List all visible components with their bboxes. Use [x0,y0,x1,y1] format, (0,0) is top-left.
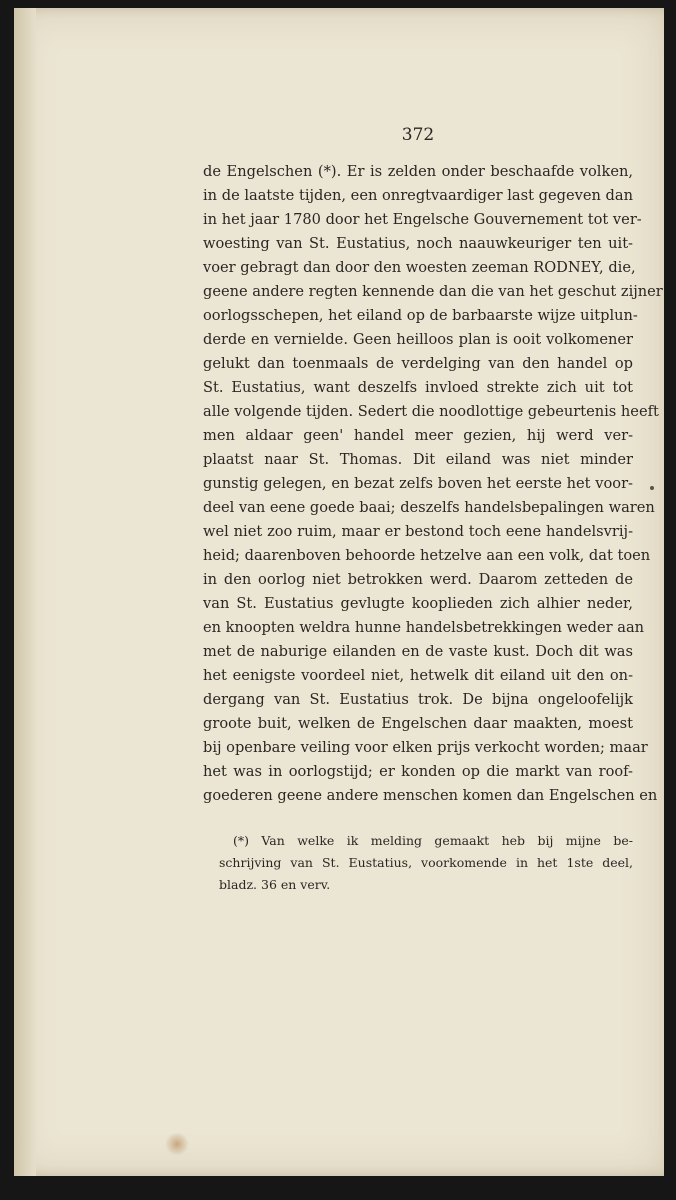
body-line: in de laatste tijden, een onregtvaardiger last gegeven dan [203,187,633,204]
body-line: heid; daarenboven behoorde hetzelve aan een volk, dat toen [203,547,651,564]
body-line: woesting van St. Eustatius, noch naauwkeuriger ten uit- [203,235,633,252]
body-line: het eenigste voordeel niet, hetwelk dit eiland uit den on- [203,667,633,684]
body-line: groote buit, welken de Engelschen daar maakten, moest [203,715,633,732]
body-line: met de naburige eilanden en de vaste kust. Doch dit was [203,643,633,660]
body-line: bij openbare veiling voor elken prijs verkocht worden; maar [203,739,648,756]
body-line: alle volgende tijden. Sedert die noodlottige gebeurtenis heeft [203,403,659,420]
body-line: gelukt dan toenmaals de verdelging van den handel op [203,355,633,372]
body-line: dergang van St. Eustatius trok. De bijna ongeloofelijk [203,691,633,708]
body-line: geene andere regten kennende dan die van het geschut zijner [203,283,663,300]
body-line: men aldaar geen' handel meer gezien, hij werd ver- [203,427,633,444]
body-line: in den oorlog niet betrokken werd. Daarom zetteden de [203,571,633,588]
body-line: deel van eene goede baai; deszelfs handelsbepalingen waren [203,499,655,516]
body-line: het was in oorlogstijd; er konden op die markt van roof- [203,763,633,780]
body-line: van St. Eustatius gevlugte kooplieden zich alhier neder, [203,595,633,612]
body-line: in het jaar 1780 door het Engelsche Gouvernement tot ver- [203,211,642,228]
body-line: plaatst naar St. Thomas. Dit eiland was niet minder [203,451,633,468]
body-line: de Engelschen (*). Er is zelden onder beschaafde volken, [203,163,633,180]
page-gutter [14,8,36,1176]
body-line: St. Eustatius, want deszelfs invloed strekte zich uit tot [203,379,633,396]
body-line: en knoopten weldra hunne handelsbetrekkingen weder aan [203,619,645,636]
footnote-line: (*) Van welke ik melding gemaakt heb bij mijne be- [233,833,633,848]
foxing-stain [164,1133,190,1155]
body-line: wel niet zoo ruim, maar er bestond toch eene handelsvrij- [203,523,633,540]
body-line: oorlogsschepen, het eiland op de barbaarste wijze uitplun- [203,307,638,324]
body-line: goederen geene andere menschen komen dan Engelschen en [203,787,658,804]
ink-speck [650,486,654,490]
body-line: derde en vernielde. Geen heilloos plan is ooit volkomener [203,331,633,348]
book-page [14,8,664,1176]
footnote-line: bladz. 36 en verv. [219,877,331,892]
body-line: gunstig gelegen, en bezat zelfs boven het eerste het voor- [203,475,633,492]
page-number: 372 [401,125,435,145]
footnote-line: schrijving van St. Eustatius, voorkomende in het 1ste deel, [219,855,633,870]
body-line: voer gebragt dan door den woesten zeeman RODNEY, die, [203,259,636,276]
